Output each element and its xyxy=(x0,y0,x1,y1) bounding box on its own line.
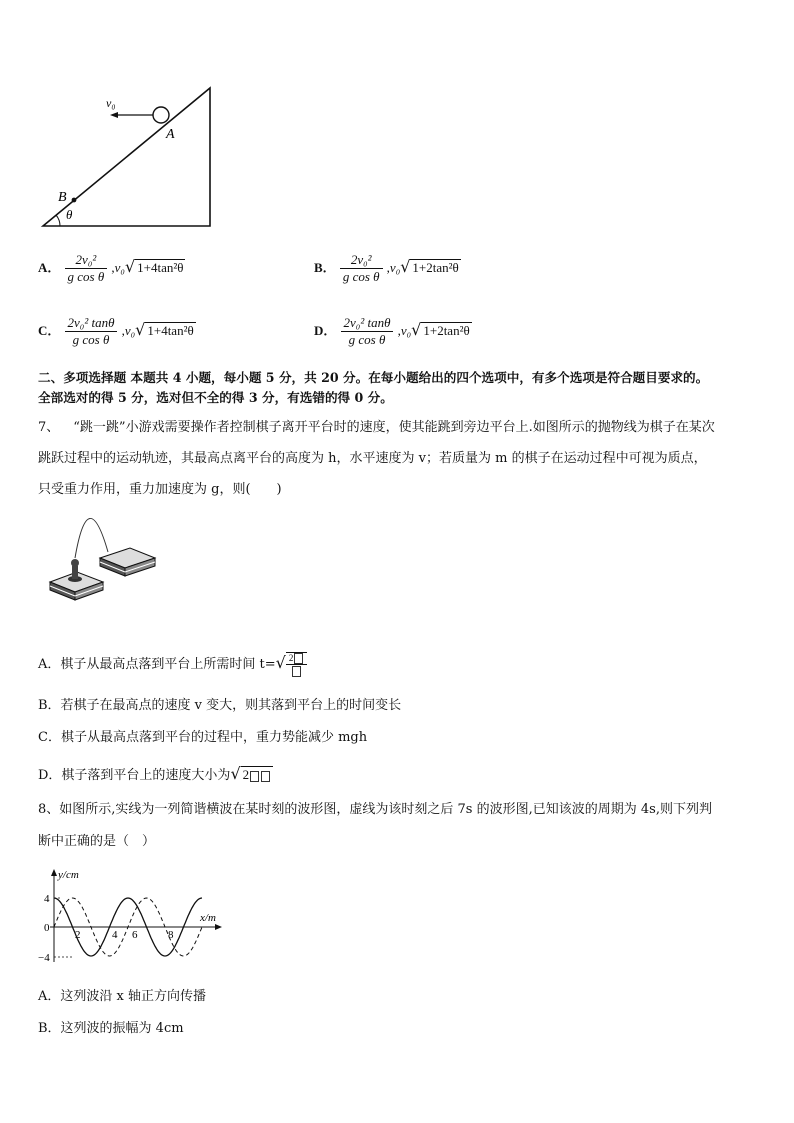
q7-option-a[interactable]: A．棋子从最高点落到平台上所需时间 t=√ 2 xyxy=(38,652,307,677)
q6-option-c[interactable]: C． $\frac{\text{2v₀² tanθ}}{\text{g cos θ}}$ ,v₀√ 1+4tan²θ xyxy=(38,315,194,347)
x-tick-6: 6 xyxy=(132,929,138,941)
point-b-dot xyxy=(72,198,77,203)
y-tick-4: 4 xyxy=(44,893,50,905)
x-tick-8: 8 xyxy=(168,929,174,941)
jump-game-figure xyxy=(45,500,165,610)
ball xyxy=(153,107,169,123)
section2-line2: 全部选对的得 5 分，选对但不全的得 3 分，有选错的得 0 分。 xyxy=(38,390,393,405)
q7-line1: 7、 “跳一跳”小游戏需要操作者控制棋子离开平台时的速度，使其能跳到旁边平台上.如图所示的抛物线为棋子在某次 xyxy=(38,420,715,435)
x-tick-4: 4 xyxy=(112,929,118,941)
x-tick-2: 2 xyxy=(75,929,81,941)
point-b-label: B xyxy=(58,190,67,205)
v0-arrowhead xyxy=(110,112,118,118)
q6-option-a[interactable]: A． $\frac{\text{2v₀²}}{\text{g cos θ}}$ ,v₀√ 1+4tan²θ xyxy=(38,252,184,284)
y-axis-label: y/cm xyxy=(58,869,79,881)
q7-line2: 跳跃过程中的运动轨迹，其最高点离平台的高度为 h，水平速度为 v；若质量为 m 的棋子在运动过程中可视为质点， xyxy=(38,451,707,466)
y-tick-0: 0 xyxy=(44,922,50,934)
incline-triangle xyxy=(43,88,210,226)
q8-option-b[interactable]: B．这列波的振幅为 4cm xyxy=(38,1021,184,1036)
section2-line1: 二、多项选择题 本题共 4 小题，每小题 5 分，共 20 分。在每小题给出的四个选项中，有多个选项是符合题目要求的。 xyxy=(38,370,709,385)
angle-arc xyxy=(56,215,60,226)
q8-line2: 断中正确的是（ ） xyxy=(38,834,156,849)
y-tick-neg4: −4 xyxy=(38,952,50,964)
q6-option-d[interactable]: D． $\frac{\text{2v₀² tanθ}}{\text{g cos θ}}$ ,v₀√ 1+2tan²θ xyxy=(314,315,470,347)
x-axis-label: x/m xyxy=(200,912,216,924)
q7-option-b[interactable]: B．若棋子在最高点的速度 v 变大，则其落到平台上的时间变长 xyxy=(38,698,402,713)
q7-option-c[interactable]: C．棋子从最高点落到平台的过程中，重力势能减少 mgh xyxy=(38,730,368,745)
trajectory-arc xyxy=(75,518,108,558)
q8-option-a[interactable]: A．这列波沿 x 轴正方向传播 xyxy=(38,989,206,1004)
v0-label: v₀ xyxy=(106,96,116,110)
q7-line3: 只受重力作用，重力加速度为 g，则( ) xyxy=(38,482,282,497)
q6-option-b[interactable]: B． $\frac{\text{2v₀²}}{\text{g cos θ}}$ ,v₀√ 1+2tan²θ xyxy=(314,252,459,284)
q7-number: 7、 xyxy=(38,420,60,435)
q8-line1: 8、如图所示,实线为一列简谐横波在某时刻的波形图，虚线为该时刻之后 7s 的波形图,已知该波的周期为 4s,则下列判 xyxy=(38,802,712,817)
point-a-label: A xyxy=(166,127,175,142)
wave-figure xyxy=(32,866,232,966)
angle-label: θ xyxy=(66,207,73,222)
incline-figure xyxy=(38,80,218,230)
q7-option-d[interactable]: D．棋子落到平台上的速度大小为√ 2 xyxy=(38,765,273,785)
